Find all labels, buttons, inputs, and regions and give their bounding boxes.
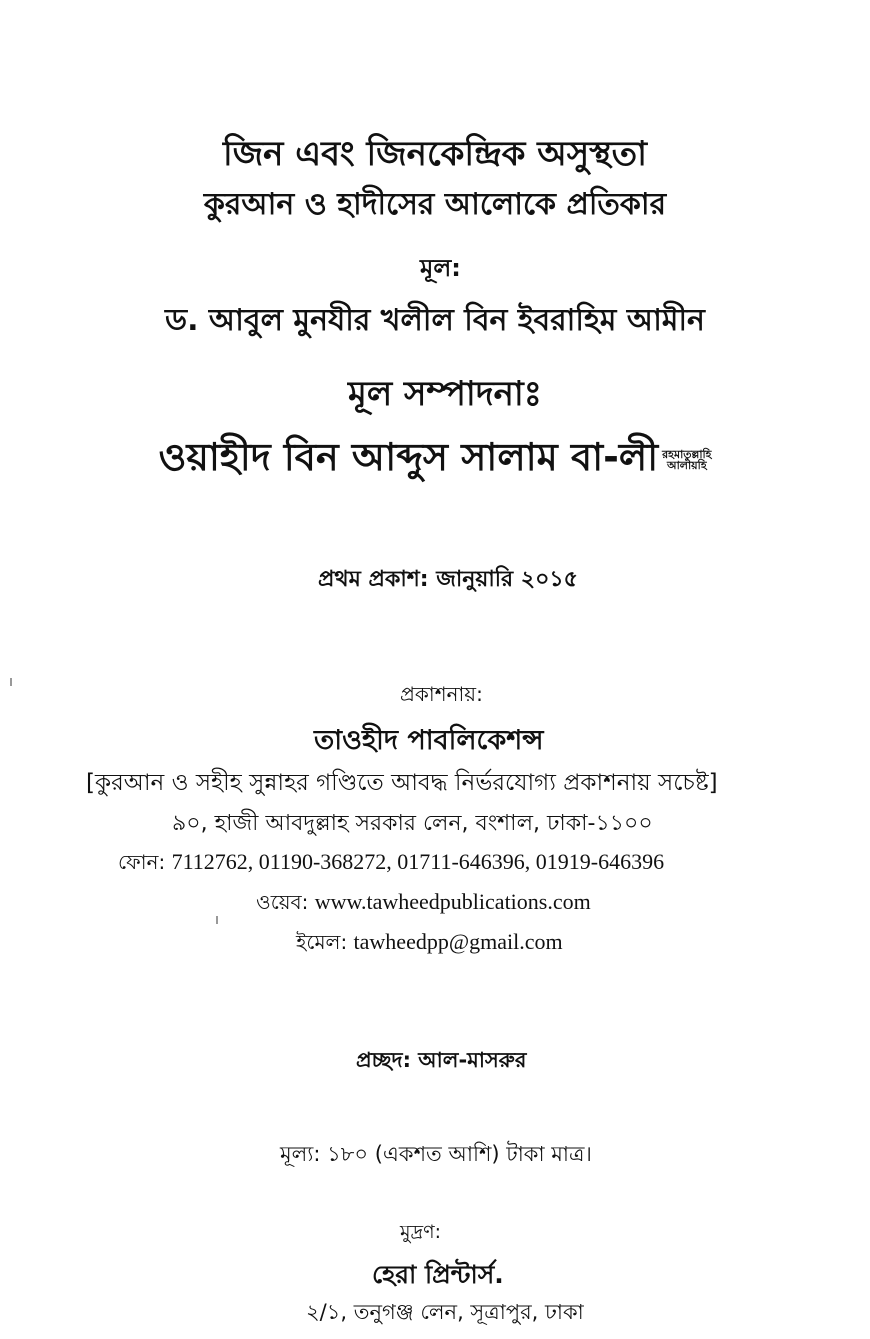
cover-credit: প্রচ্ছদ: আল-মাসরুর bbox=[356, 1048, 527, 1072]
printer-address: ২/১, তনুগঞ্জ লেন, সূত্রাপুর, ঢাকা bbox=[306, 1300, 584, 1324]
scan-speck bbox=[216, 916, 218, 924]
web-address: www.tawheedpublications.com bbox=[314, 889, 591, 914]
editor-label: মূল সম্পাদনাঃ bbox=[348, 374, 542, 414]
email-label: ইমেল: bbox=[296, 930, 348, 954]
honorific-line2: আলায়হি bbox=[666, 458, 707, 472]
editor-name-line bbox=[0, 428, 870, 492]
phone-numbers: 7112762, 01190-368272, 01711-646396, 01919-646396 bbox=[171, 849, 665, 874]
printer-label: মুদ্রণ: bbox=[400, 1221, 442, 1243]
printer-name: হেরা প্রিন্টার্স. bbox=[372, 1260, 504, 1289]
editor-honorific bbox=[662, 449, 711, 471]
book-title-line1: জিন এবং জিনকেন্দ্রিক অসুস্থতা bbox=[222, 134, 648, 174]
phone-label: ফোন: bbox=[118, 850, 166, 874]
publisher-email-row bbox=[296, 928, 563, 961]
scan-speck bbox=[10, 678, 12, 686]
publisher-label: প্রকাশনায়: bbox=[400, 682, 483, 706]
original-label: মূল: bbox=[420, 254, 461, 282]
original-author: ড. আবুল মুনযীর খলীল বিন ইবরাহিম আমীন bbox=[165, 303, 705, 338]
editor-name: ওয়াহীদ বিন আব্দুস সালাম বা-লী bbox=[158, 435, 659, 479]
publisher-web-row bbox=[256, 888, 591, 921]
book-title-line2: কুরআন ও হাদীসের আলোকে প্রতিকার bbox=[203, 187, 667, 222]
publisher-address: ৯০, হাজী আবদুল্লাহ সরকার লেন, বংশাল, ঢাকা-১১০০ bbox=[172, 811, 653, 836]
first-edition: প্রথম প্রকাশ: জানুয়ারি ২০১৫ bbox=[318, 567, 578, 592]
honorific-line1: রহমাতুল্লাহি bbox=[662, 447, 712, 461]
email-address: tawheedpp@gmail.com bbox=[353, 929, 563, 954]
price: মূল্য: ১৮০ (একশত আশি) টাকা মাত্র। bbox=[280, 1142, 592, 1166]
publisher-tagline: [কুরআন ও সহীহ সুন্নাহর গণ্ডিতে আবদ্ধ নির্ভরযোগ্য প্রকাশনায় সচেষ্ট] bbox=[86, 770, 718, 796]
publisher-phone-row bbox=[118, 848, 664, 881]
publisher-name: তাওহীদ পাবলিকেশন্স bbox=[314, 725, 544, 756]
web-label: ওয়েব: bbox=[256, 890, 309, 914]
